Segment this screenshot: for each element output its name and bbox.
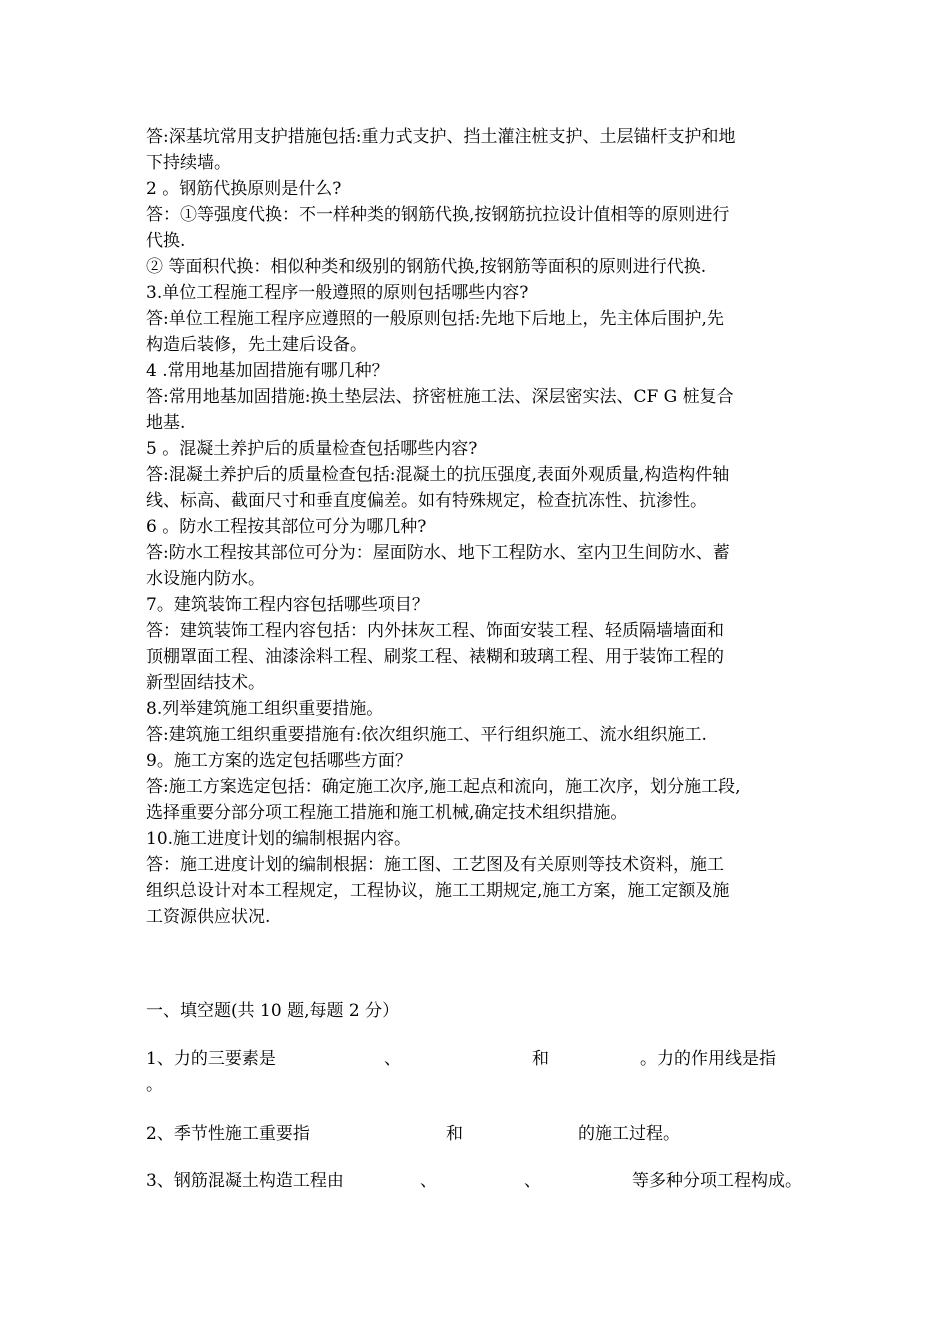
question-line: 5 。混凝土养护后的质量检查包括哪些内容? bbox=[146, 439, 478, 459]
text-line: 答:防水工程按其部位可分为：屋面防水、地下工程防水、室内卫生间防水、蓄 bbox=[146, 543, 730, 563]
text-line: 代换. bbox=[146, 231, 186, 251]
q1-text-end: 。力的作用线是指 bbox=[640, 1049, 776, 1069]
q1-separator-1: 、 bbox=[384, 1049, 401, 1069]
q2-text-end: 的施工过程。 bbox=[578, 1124, 680, 1144]
q2-text-start: 2、季节性施工重要指 bbox=[146, 1124, 310, 1144]
q1-text-start: 1、力的三要素是 bbox=[146, 1049, 276, 1069]
text-line: 工资源供应状况. bbox=[146, 907, 271, 927]
text-line: 答:单位工程施工程序应遵照的一般原则包括:先地下后地上，先主体后围护,先 bbox=[146, 309, 724, 329]
fill-question-3 bbox=[146, 1168, 826, 1194]
question-line: 3.单位工程施工程序一般遵照的原则包括哪些内容? bbox=[146, 283, 529, 303]
question-line: 9。施工方案的选定包括哪些方面？ bbox=[146, 751, 412, 771]
q3-separator-1: 、 bbox=[420, 1171, 437, 1191]
text-line: 答：施工进度计划的编制根据：施工图、工艺图及有关原则等技术资料，施工 bbox=[146, 855, 724, 875]
q3-separator-2: 、 bbox=[524, 1171, 541, 1191]
text-line: 答:常用地基加固措施:换土垫层法、挤密桩施工法、深层密实法、CF G 桩复合 bbox=[146, 387, 734, 407]
fill-in-blank-section bbox=[146, 998, 826, 1191]
section-heading: 一、填空题(共 10 题,每题 2 分） bbox=[146, 1001, 400, 1021]
text-line: 下持续墙。 bbox=[146, 153, 231, 173]
qa-section bbox=[146, 124, 811, 930]
question-line: 8.列举建筑施工组织重要措施。 bbox=[146, 699, 384, 719]
text-line: 构造后装修，先土建后设备。 bbox=[146, 335, 367, 355]
fill-question-1-continued bbox=[146, 1072, 826, 1098]
q3-text-start: 3、钢筋混凝土构造工程由 bbox=[146, 1171, 344, 1191]
text-line: 答:建筑施工组织重要措施有:依次组织施工、平行组织施工、流水组织施工. bbox=[146, 725, 707, 745]
text-line: 答:施工方案选定包括：确定施工次序,施工起点和流向，施工次序，划分施工段, bbox=[146, 777, 741, 797]
fill-question-2 bbox=[146, 1121, 826, 1147]
q3-text-end: 等多种分项工程构成。 bbox=[632, 1171, 802, 1191]
text-line: 水设施内防水。 bbox=[146, 569, 265, 589]
text-line: 答:深基坑常用支护措施包括:重力式支护、挡土灌注桩支护、土层锚杆支护和地 bbox=[146, 127, 736, 147]
text-line: 地基. bbox=[146, 413, 186, 433]
text-line: 顶棚罩面工程、油漆涂料工程、刷浆工程、裱糊和玻璃工程、用于装饰工程的 bbox=[146, 647, 724, 667]
question-line: 4 .常用地基加固措施有哪几种？ bbox=[146, 361, 389, 381]
text-line: ② 等面积代换：相似种类和级别的钢筋代换,按钢筋等面积的原则进行代换. bbox=[146, 257, 707, 277]
text-line: 答:混凝土养护后的质量检查包括:混凝土的抗压强度,表面外观质量,构造构件轴 bbox=[146, 465, 730, 485]
text-line: 选择重要分部分项工程施工措施和施工机械,确定技术组织措施。 bbox=[146, 803, 628, 823]
question-line: 7。建筑装饰工程内容包括哪些项目？ bbox=[146, 595, 429, 615]
text-line: 答：①等强度代换：不一样种类的钢筋代换,按钢筋抗拉设计值相等的原则进行 bbox=[146, 205, 730, 225]
text-line: 答：建筑装饰工程内容包括：内外抹灰工程、饰面安装工程、轻质隔墙墙面和 bbox=[146, 621, 724, 641]
q1-separator-2: 和 bbox=[532, 1049, 549, 1069]
text-line: 新型固结技术。 bbox=[146, 673, 265, 693]
question-line: 2 。钢筋代换原则是什么? bbox=[146, 179, 342, 199]
question-line: 10.施工进度计划的编制根据内容。 bbox=[146, 829, 412, 849]
text-line: 组织总设计对本工程规定，工程协议，施工工期规定,施工方案，施工定额及施 bbox=[146, 881, 730, 901]
q1-text-continued: 。 bbox=[146, 1075, 163, 1095]
question-line: 6 。防水工程按其部位可分为哪几种? bbox=[146, 517, 427, 537]
fill-question-1 bbox=[146, 1046, 826, 1072]
text-line: 线、标高、截面尺寸和垂直度偏差。如有特殊规定，检查抗冻性、抗渗性。 bbox=[146, 491, 707, 511]
q2-separator-1: 和 bbox=[446, 1124, 463, 1144]
